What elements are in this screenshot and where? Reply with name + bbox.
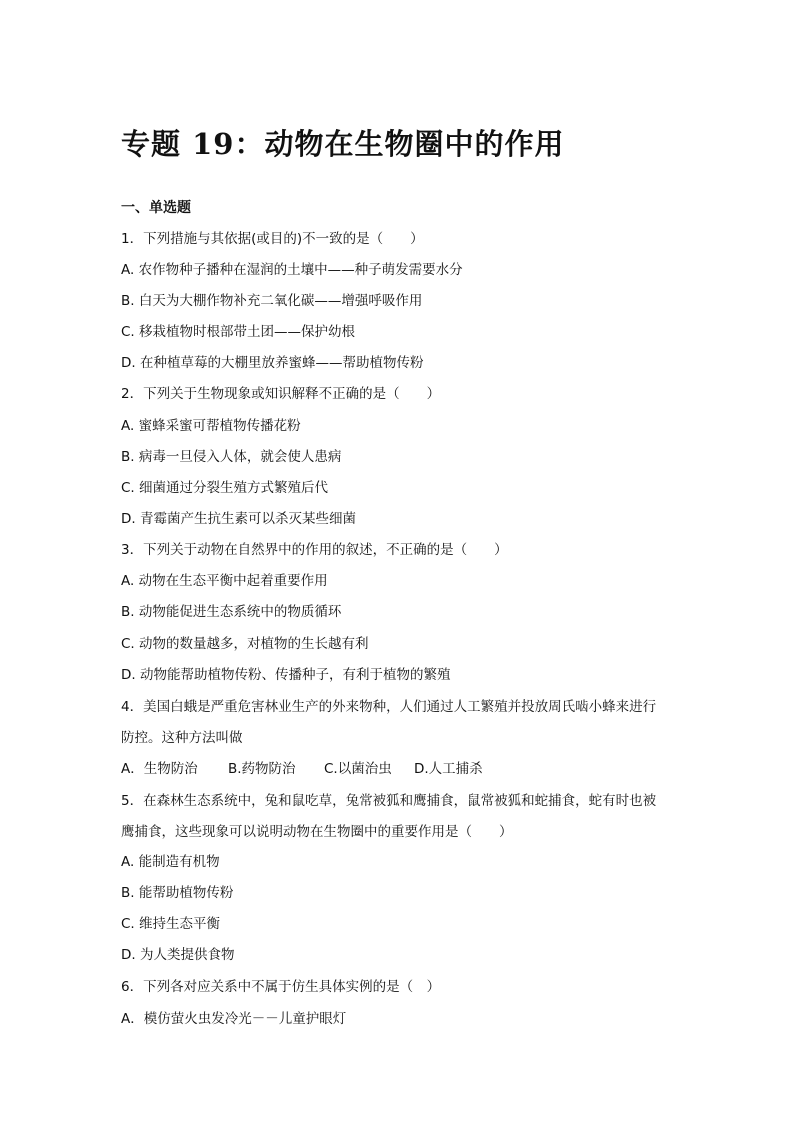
question-2-option-a: A. 蜜蜂采蜜可帮植物传播花粉 bbox=[121, 418, 301, 434]
question-2-stem: 2．下列关于生物现象或知识解释不正确的是（ ） bbox=[121, 386, 441, 402]
section-heading: 一、单选题 bbox=[121, 200, 191, 216]
question-2-option-d: D. 青霉菌产生抗生素可以杀灭某些细菌 bbox=[121, 511, 356, 527]
question-5-option-a: A. 能制造有机物 bbox=[121, 854, 220, 870]
question-1-option-a: A. 农作物种子播种在湿润的土壤中——种子萌发需要水分 bbox=[121, 262, 463, 278]
question-5-option-d: D. 为人类提供食物 bbox=[121, 947, 235, 963]
question-1-stem: 1．下列措施与其依据(或目的)不一致的是（ ） bbox=[121, 231, 424, 247]
question-1-option-b: B. 白天为大棚作物补充二氧化碳——增强呼吸作用 bbox=[121, 293, 423, 309]
question-1-option-d: D. 在种植草莓的大棚里放养蜜蜂——帮助植物传粉 bbox=[121, 355, 424, 371]
question-5-stem: 5．在森林生态系统中，兔和鼠吃草，兔常被狐和鹰捕食，鼠常被狐和蛇捕食，蛇有时也被 bbox=[121, 793, 657, 809]
question-1-option-c: C. 移栽植物时根部带土团——保护幼根 bbox=[121, 324, 356, 340]
question-4-options bbox=[121, 759, 483, 779]
question-3-option-a: A. 动物在生态平衡中起着重要作用 bbox=[121, 573, 328, 589]
question-4-option-a: A．生物防治 bbox=[121, 761, 198, 777]
question-5-option-c: C. 维持生态平衡 bbox=[121, 916, 221, 932]
question-2-option-c: C. 细菌通过分裂生殖方式繁殖后代 bbox=[121, 480, 329, 496]
question-3-option-b: B. 动物能促进生态系统中的物质循环 bbox=[121, 604, 342, 620]
question-6-stem: 6．下列各对应关系中不属于仿生具体实例的是（ ） bbox=[121, 979, 441, 995]
question-4-stem-cont: 防控。这种方法叫做 bbox=[121, 730, 243, 746]
question-3-option-c: C. 动物的数量越多，对植物的生长越有利 bbox=[121, 636, 369, 652]
question-3-option-d: D. 动物能帮助植物传粉、传播种子，有利于植物的繁殖 bbox=[121, 667, 451, 683]
question-4-option-b: B.药物防治 bbox=[228, 761, 296, 777]
question-5-option-b: B. 能帮助植物传粉 bbox=[121, 885, 234, 901]
question-3-stem: 3．下列关于动物在自然界中的作用的叙述，不正确的是（ ） bbox=[121, 542, 508, 558]
page-title: 专题 19：动物在生物圈中的作用 bbox=[121, 127, 565, 161]
question-6-option-a: A．模仿萤火虫发冷光－－儿童护眼灯 bbox=[121, 1011, 347, 1027]
question-4-option-d: D.人工捕杀 bbox=[414, 761, 483, 777]
question-4-stem: 4．美国白蛾是严重危害林业生产的外来物种，人们通过人工繁殖并投放周氏啮小蜂来进行 bbox=[121, 699, 657, 715]
question-5-stem-cont: 鹰捕食，这些现象可以说明动物在生物圈中的重要作用是（ ） bbox=[121, 824, 513, 840]
question-2-option-b: B. 病毒一旦侵入人体，就会使人患病 bbox=[121, 449, 342, 465]
question-4-option-c: C.以菌治虫 bbox=[324, 761, 392, 777]
